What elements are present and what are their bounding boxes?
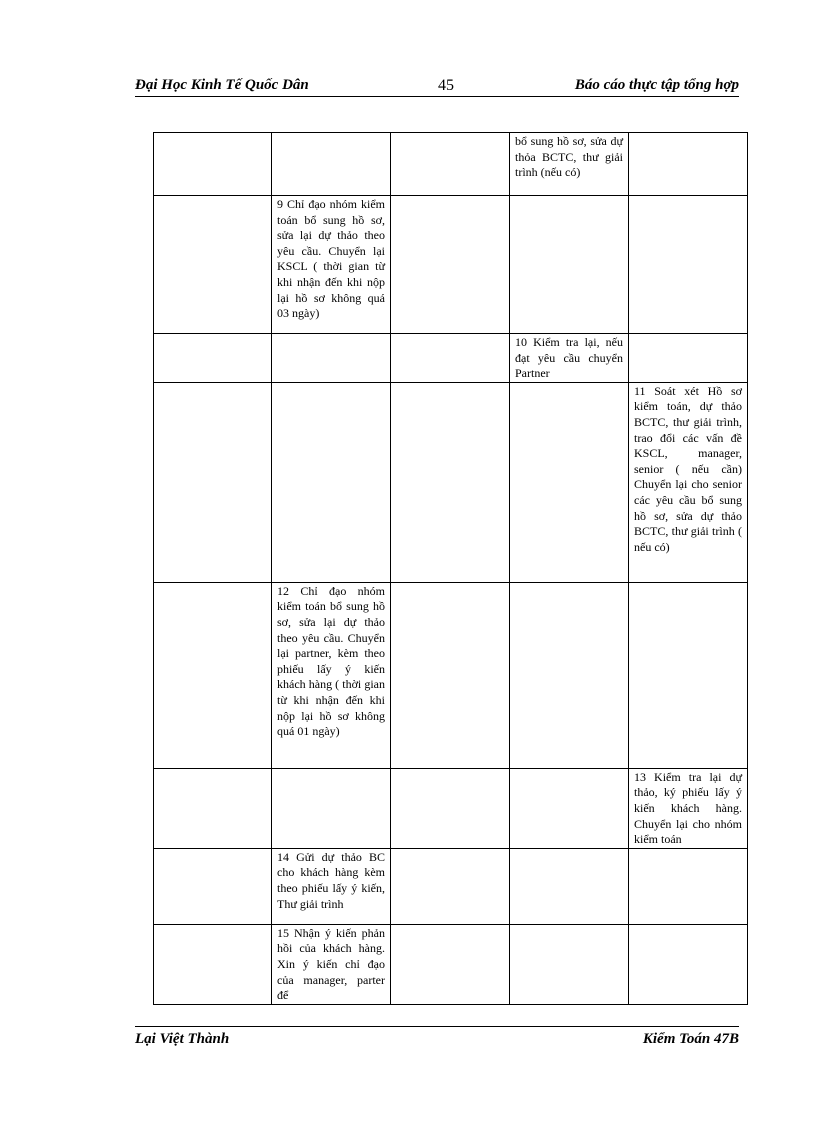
table-cell	[629, 848, 748, 924]
table-cell	[154, 924, 272, 1004]
table-cell	[154, 133, 272, 196]
table-cell: 13 Kiểm tra lại dự thảo, ký phiếu lấy ý kiến khách hàng. Chuyển lại cho nhóm kiểm toán	[629, 768, 748, 848]
table-cell	[391, 334, 510, 383]
table-cell	[154, 768, 272, 848]
table-cell	[391, 924, 510, 1004]
page-number: 45	[438, 77, 454, 94]
table-cell	[391, 768, 510, 848]
table-cell: 11 Soát xét Hồ sơ kiểm toán, dự thảo BCTC, thư giải trình, trao đổi các vấn đề KSCL, manager, senior ( nếu cần) Chuyển lại cho senior các yêu cầu bổ sung hồ sơ, sửa dự thảo BCTC, thư giải trình ( nếu có)	[629, 382, 748, 582]
table-cell	[629, 196, 748, 334]
table-cell	[272, 133, 391, 196]
footer-class: Kiểm Toán 47B	[642, 1031, 739, 1047]
table-cell: bổ sung hồ sơ, sửa dự thỏa BCTC, thư giải trình (nếu có)	[510, 133, 629, 196]
table-cell	[272, 334, 391, 383]
table-row	[154, 196, 748, 334]
table-cell	[154, 382, 272, 582]
table-cell	[629, 133, 748, 196]
table-row	[154, 582, 748, 768]
table-row	[154, 382, 748, 582]
table-cell	[272, 382, 391, 582]
table-cell	[629, 582, 748, 768]
table-cell: 10 Kiểm tra lại, nếu đạt yêu cầu chuyển Partner	[510, 334, 629, 383]
table-cell	[154, 196, 272, 334]
table-cell	[510, 848, 629, 924]
table-cell: 14 Gửi dự thảo BC cho khách hàng kèm theo phiếu lấy ý kiến, Thư giải trình	[272, 848, 391, 924]
table-cell	[629, 924, 748, 1004]
process-table	[153, 132, 748, 1005]
table-row	[154, 924, 748, 1004]
page-footer	[135, 1026, 739, 1049]
table-row	[154, 334, 748, 383]
footer-author: Lại Việt Thành	[135, 1031, 230, 1047]
table-cell	[510, 768, 629, 848]
table-cell	[391, 848, 510, 924]
table-cell: 9 Chỉ đạo nhóm kiểm toán bổ sung hồ sơ, sửa lại dự thảo theo yêu cầu. Chuyển lại KSCL ( thời gian từ khi nhận đến khi nộp lại hồ sơ không quá 03 ngày)	[272, 196, 391, 334]
table-row	[154, 768, 748, 848]
table-cell	[510, 196, 629, 334]
table-row	[154, 848, 748, 924]
table-cell	[154, 848, 272, 924]
table-cell	[510, 924, 629, 1004]
table-cell	[391, 382, 510, 582]
header-university: Đại Học Kinh Tế Quốc Dân	[135, 77, 309, 93]
table-cell	[510, 382, 629, 582]
table-cell	[154, 582, 272, 768]
table-cell	[391, 582, 510, 768]
table-cell	[391, 133, 510, 196]
table-cell	[272, 768, 391, 848]
header-report-title: Báo cáo thực tập tổng hợp	[574, 77, 739, 93]
table-row	[154, 133, 748, 196]
table-cell	[154, 334, 272, 383]
table-cell	[391, 196, 510, 334]
table-cell: 15 Nhận ý kiến phản hồi của khách hàng. Xin ý kiến chỉ đạo của manager, parter để	[272, 924, 391, 1004]
page-header	[135, 76, 739, 97]
table-cell	[510, 582, 629, 768]
table-cell: 12 Chỉ đạo nhóm kiểm toán bổ sung hồ sơ, sửa lại dự thảo theo yêu cầu. Chuyển lại partner, kèm theo phiếu lấy ý kiến khách hàng ( thời gian từ khi nhận đến khi nộp lại hồ sơ không quá 01 ngày)	[272, 582, 391, 768]
table-cell	[629, 334, 748, 383]
